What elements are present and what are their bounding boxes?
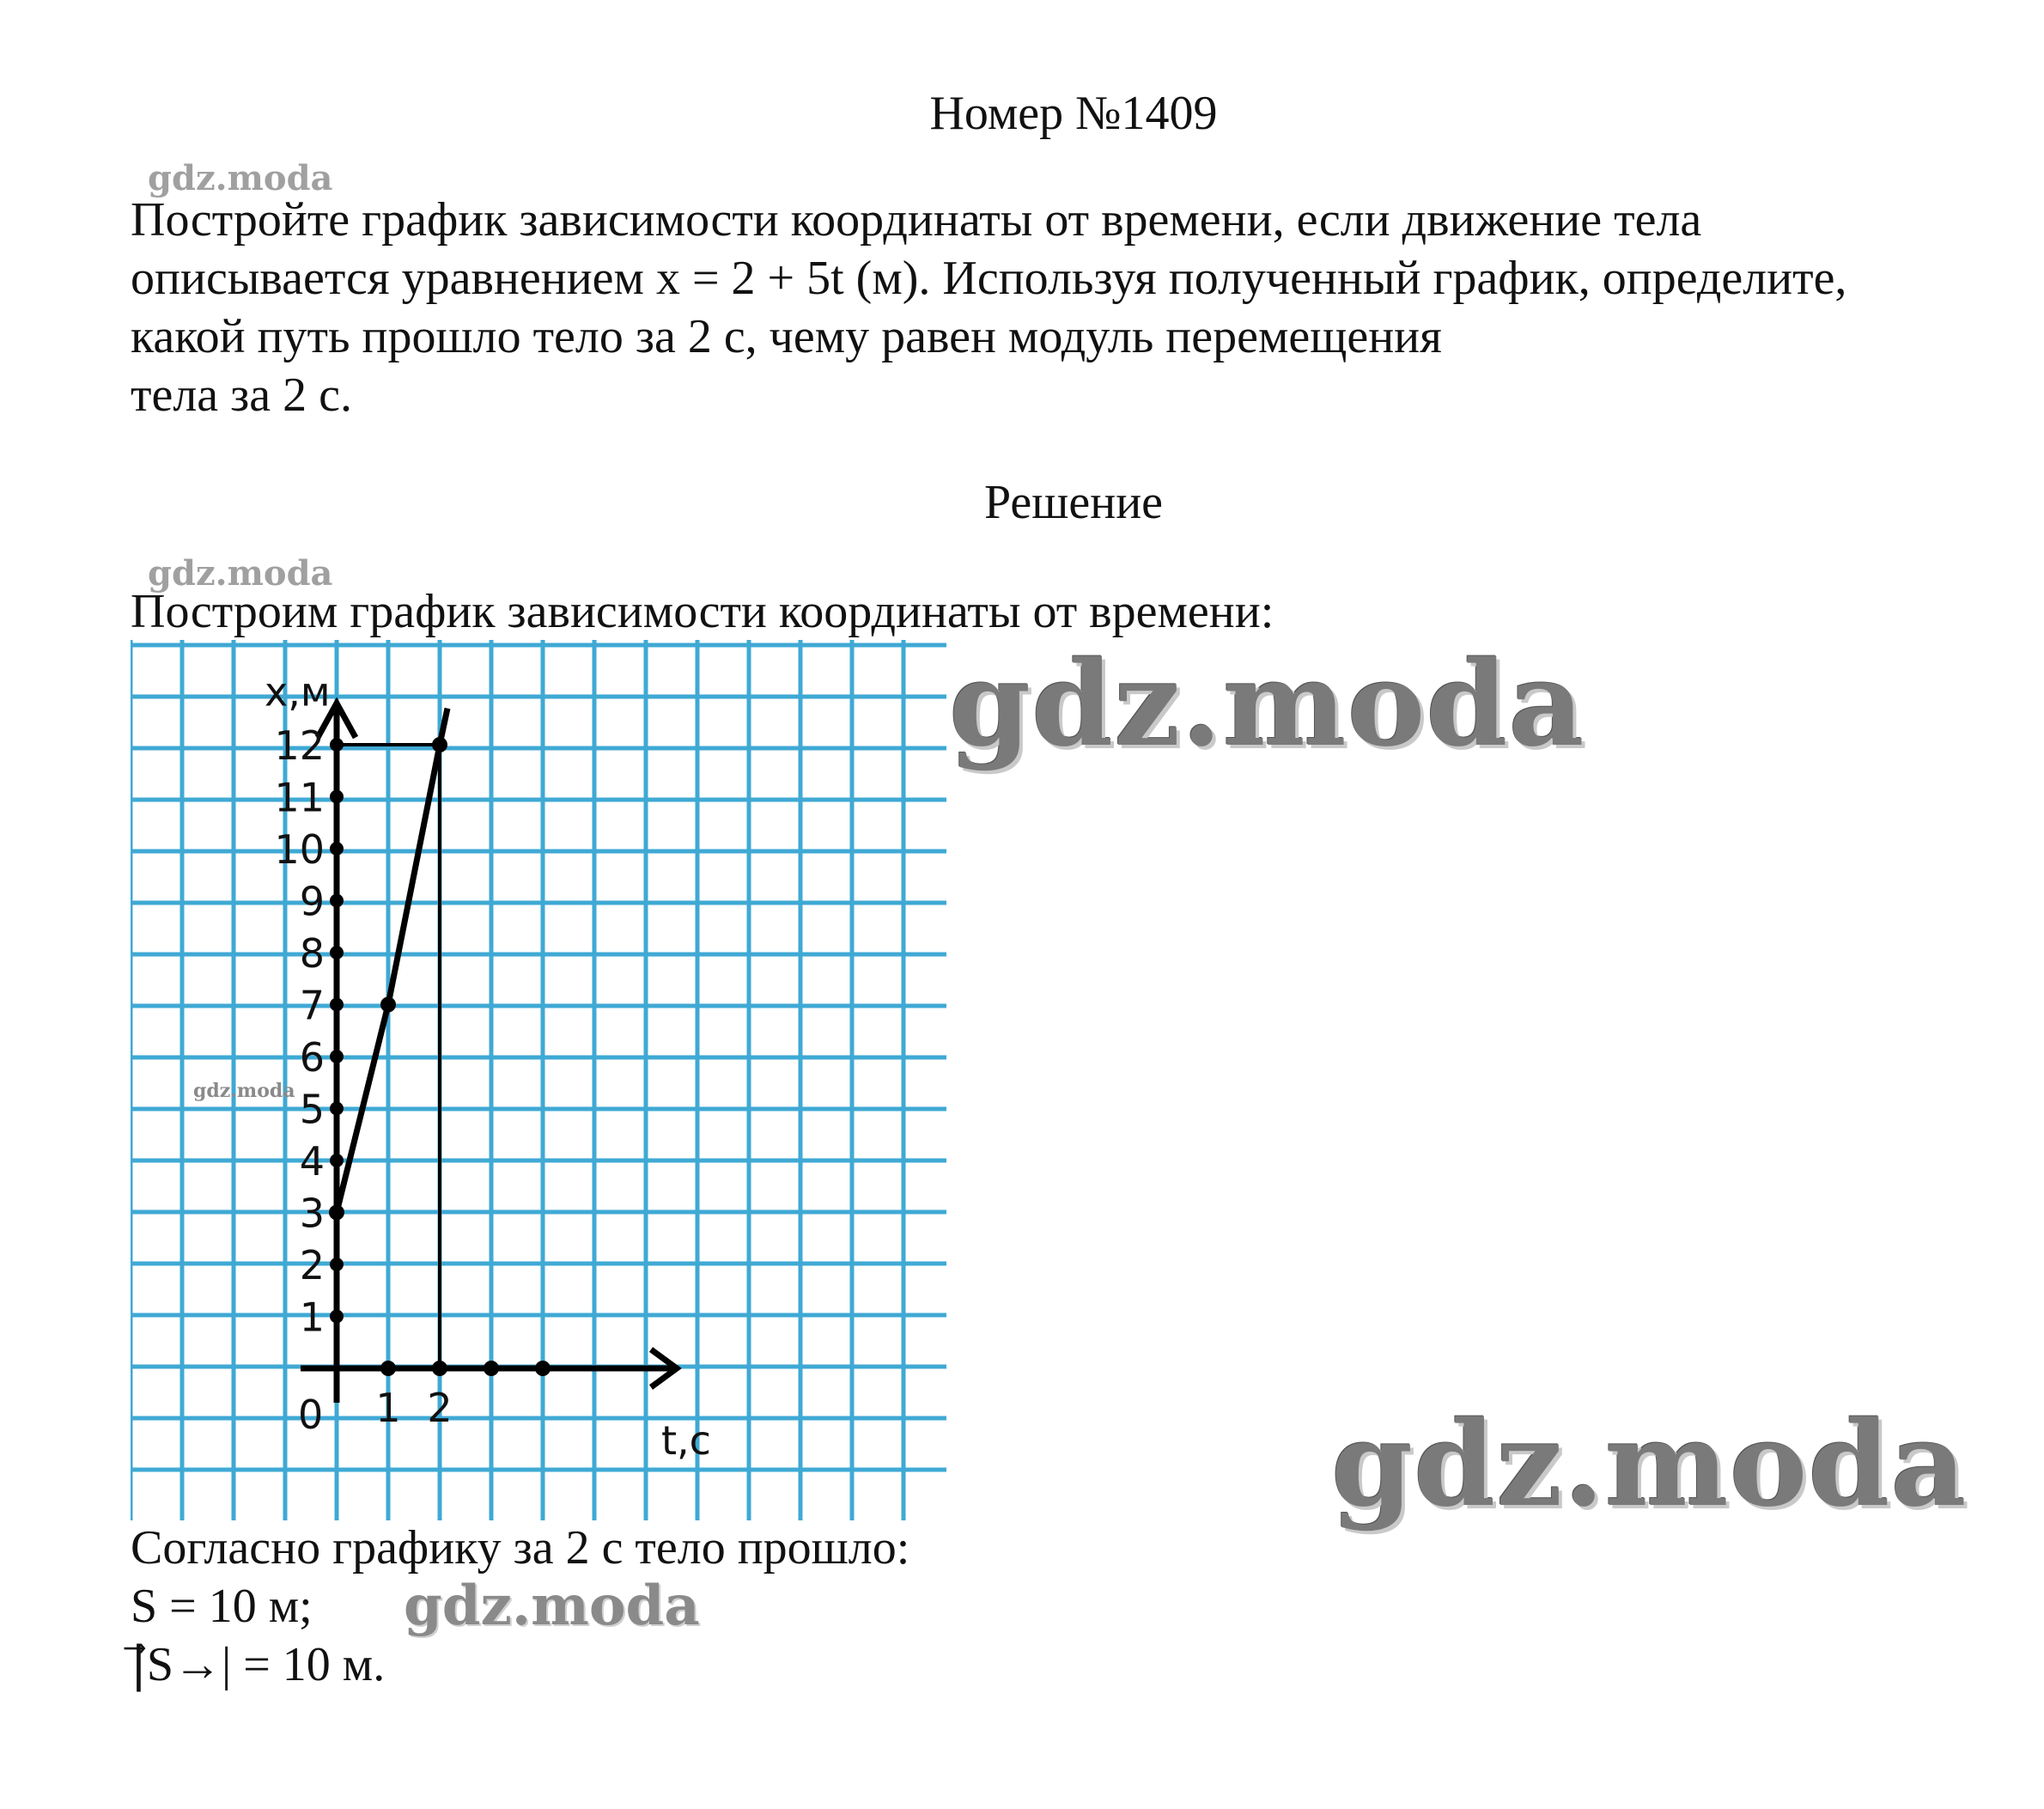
y-tick-label: 4 — [299, 1138, 325, 1185]
y-tick-dot — [330, 946, 344, 959]
y-tick-label: 5 — [299, 1086, 325, 1133]
solution-intro: Построим график зависимости координаты от времени: — [131, 585, 1274, 638]
watermark: gdz.moda — [1331, 1396, 1968, 1533]
y-tick-dot — [330, 998, 344, 1012]
y-tick-label: 7 — [299, 982, 325, 1029]
y-tick-dot — [330, 1154, 344, 1167]
series-point — [380, 997, 396, 1013]
x-tick-label: 1 — [375, 1385, 401, 1431]
origin-label: 0 — [298, 1392, 324, 1438]
y-tick-label: 8 — [299, 930, 325, 977]
answer-line: S = 10 м; — [131, 1580, 313, 1633]
y-tick-label: 10 — [274, 826, 325, 873]
y-tick-label: 6 — [299, 1034, 325, 1081]
x-axis-label: t,c — [661, 1417, 711, 1464]
y-tick-label: 9 — [299, 878, 325, 925]
y-tick-label: 3 — [299, 1190, 325, 1237]
series-point — [432, 737, 447, 752]
y-tick-label: 2 — [299, 1242, 325, 1288]
watermark: gdz.moda — [148, 158, 333, 198]
task-line: какой путь прошло тело за 2 с, чему равен модуль перемещения — [131, 310, 1442, 363]
x-tick-dot — [535, 1361, 551, 1376]
y-tick-dot — [330, 1258, 344, 1271]
page-title: Номер №1409 — [929, 87, 1218, 140]
series-point — [329, 1205, 344, 1221]
task-text — [131, 191, 2020, 424]
y-tick-dot — [330, 1102, 344, 1116]
answer-line: |⃗S→| = 10 м. — [131, 1638, 386, 1691]
x-tick-label: 2 — [427, 1385, 453, 1431]
task-line: тела за 2 с. — [131, 368, 352, 422]
y-tick-dot — [330, 1310, 344, 1324]
y-tick-dot — [330, 1050, 344, 1063]
task-line: Постройте график зависимости координаты от времени, если движение тела — [131, 193, 1702, 247]
task-line: описывается уравнением х = 2 + 5t (м). Используя полученный график, определите, — [131, 252, 1847, 305]
answer-line: Согласно графику за 2 с тело прошло: — [131, 1521, 910, 1574]
y-tick-dot — [330, 790, 344, 804]
x-tick-dot — [380, 1361, 396, 1376]
y-tick-dot — [330, 842, 344, 856]
y-tick-label: 12 — [274, 722, 325, 769]
watermark: gdz.moda — [193, 1080, 295, 1102]
y-axis-label: x,м — [265, 668, 331, 716]
watermark: gdz.moda — [148, 553, 333, 594]
solution-title: Решение — [983, 476, 1164, 529]
x-tick-dot — [484, 1361, 499, 1376]
y-tick-dot — [330, 894, 344, 908]
watermark: gdz.moda — [949, 636, 1585, 773]
y-tick-label: 11 — [274, 774, 325, 821]
watermark: gdz.moda — [404, 1574, 700, 1638]
y-tick-label: 1 — [299, 1294, 325, 1341]
